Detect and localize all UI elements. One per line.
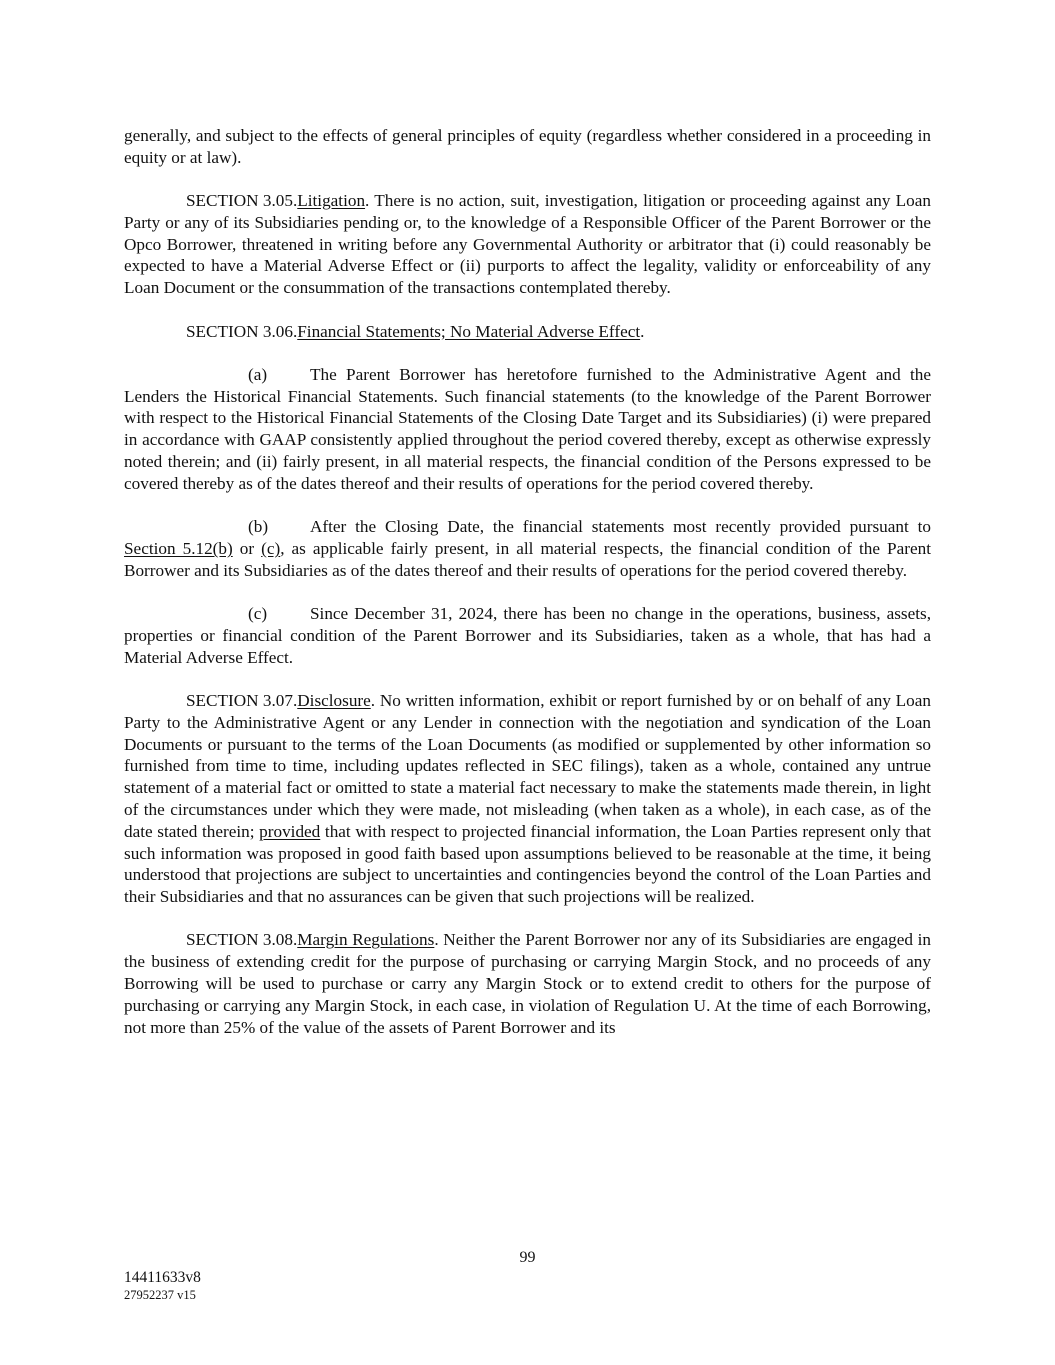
document-id-secondary: 27952237 v15 [124, 1288, 196, 1302]
section-text: . There is no action, suit, investigation, litigation or proceeding against any Loan Party or any of its Subsidiaries pending or, to the knowledge of a Responsible Officer of the Parent Borrower or the Opco Borrower, threatened in writing before any Governmental Authority or arbitrator that (i) could reasonably be expected to have a Material Adverse Effect or (ii) purports to affect the legality, validity or enforceability of any Loan Document or the consummation of the transactions contemplated thereby. [124, 191, 931, 298]
clause-3-06-b [124, 516, 931, 581]
proviso-term: provided [259, 821, 321, 841]
cross-reference: (c) [261, 538, 281, 558]
section-heading: Margin Regulations [297, 930, 435, 950]
section-number: SECTION 3.07. [186, 690, 298, 710]
clause-text: , as applicable fairly present, in all material respects, the financial condition of the Parent Borrower and its Subsidiaries as of the dates thereof and their results of operations for the period covered thereby. [124, 538, 931, 580]
section-heading: Disclosure [297, 690, 371, 710]
page-number: 99 [519, 1249, 536, 1266]
clause-label: (a) [248, 364, 268, 384]
clause-text: After the Closing Date, the financial statements most recently provided pursuant to [310, 517, 931, 537]
document-id-primary: 14411633v8 [124, 1269, 201, 1286]
section-3-05 [124, 190, 931, 299]
section-number: SECTION 3.06. [186, 321, 298, 341]
section-number: SECTION 3.08. [186, 930, 298, 950]
clause-label: (b) [248, 517, 269, 537]
clause-text: The Parent Borrower has heretofore furnished to the Administrative Agent and the Lenders the Historical Financial Statements. Such financial statements (to the knowledge of the Parent Borrower with respect to the Historical Financial Statements of the Closing Date Target and its Subsidiaries) (i) were prepared in accordance with GAAP consistently applied throughout the period covered thereby, except as otherwise expressly noted therein; and (ii) fairly present, in all material respects, the financial condition of the Persons expressed to be covered thereby as of the dates thereof and their results of operations for the period covered thereby. [124, 364, 931, 493]
paragraph-continuation: generally, and subject to the effects of general principles of equity (regardless whether considered in a proceeding in equity or at law). [124, 126, 931, 167]
clause-3-06-a [124, 364, 931, 495]
clause-text: or [232, 538, 262, 558]
section-3-06 [124, 321, 931, 343]
cross-reference: Section 5.12(b) [124, 538, 233, 558]
section-3-07 [124, 690, 931, 908]
section-number: SECTION 3.05. [186, 191, 298, 211]
section-3-08 [124, 929, 931, 1038]
section-text: . [640, 321, 645, 341]
clause-text: Since December 31, 2024, there has been no change in the operations, business, assets, properties or financial condition of the Parent Borrower and its Subsidiaries, taken as a whole, that has had a Material Adverse Effect. [124, 604, 931, 667]
clause-3-06-c [124, 603, 931, 668]
section-heading: Litigation [297, 191, 366, 211]
document-body [124, 125, 931, 1060]
section-text: that with respect to projected financial information, the Loan Parties represent only that such information was proposed in good faith based upon assumptions believed to be reasonable at the time, it being understood that projections are subject to uncertainties and contingencies beyond the control of the Loan Parties and their Subsidiaries and that no assurances can be given that such projections will be realized. [124, 821, 932, 907]
clause-label: (c) [248, 604, 268, 624]
section-text: . No written information, exhibit or report furnished by or on behalf of any Loan Party to the Administrative Agent or any Lender in connection with the negotiation and syndication of the Loan Documents or pursuant to the terms of the Loan Documents (as modified or supplemented by other information so furnished from time to time, including updates reflected in SEC filings), taken as a whole, contained any untrue statement of a material fact or omitted to state a material fact necessary to make the statements made therein, in light of the circumstances under which they were made, not misleading (when taken as a whole), in each case, as of the date stated therein; [124, 690, 931, 841]
section-heading: Financial Statements; No Material Adverse Effect [297, 321, 641, 341]
section-text: . Neither the Parent Borrower nor any of its Subsidiaries are engaged in the business of extending credit for the purpose of purchasing or carrying Margin Stock, and no proceeds of any Borrowing will be used to purchase or carry any Margin Stock or to extend credit to others for the purpose of purchasing or carrying any Margin Stock, in each case, in violation of Regulation U. At the time of each Borrowing, not more than 25% of the value of the assets of Parent Borrower and its [124, 930, 931, 1037]
